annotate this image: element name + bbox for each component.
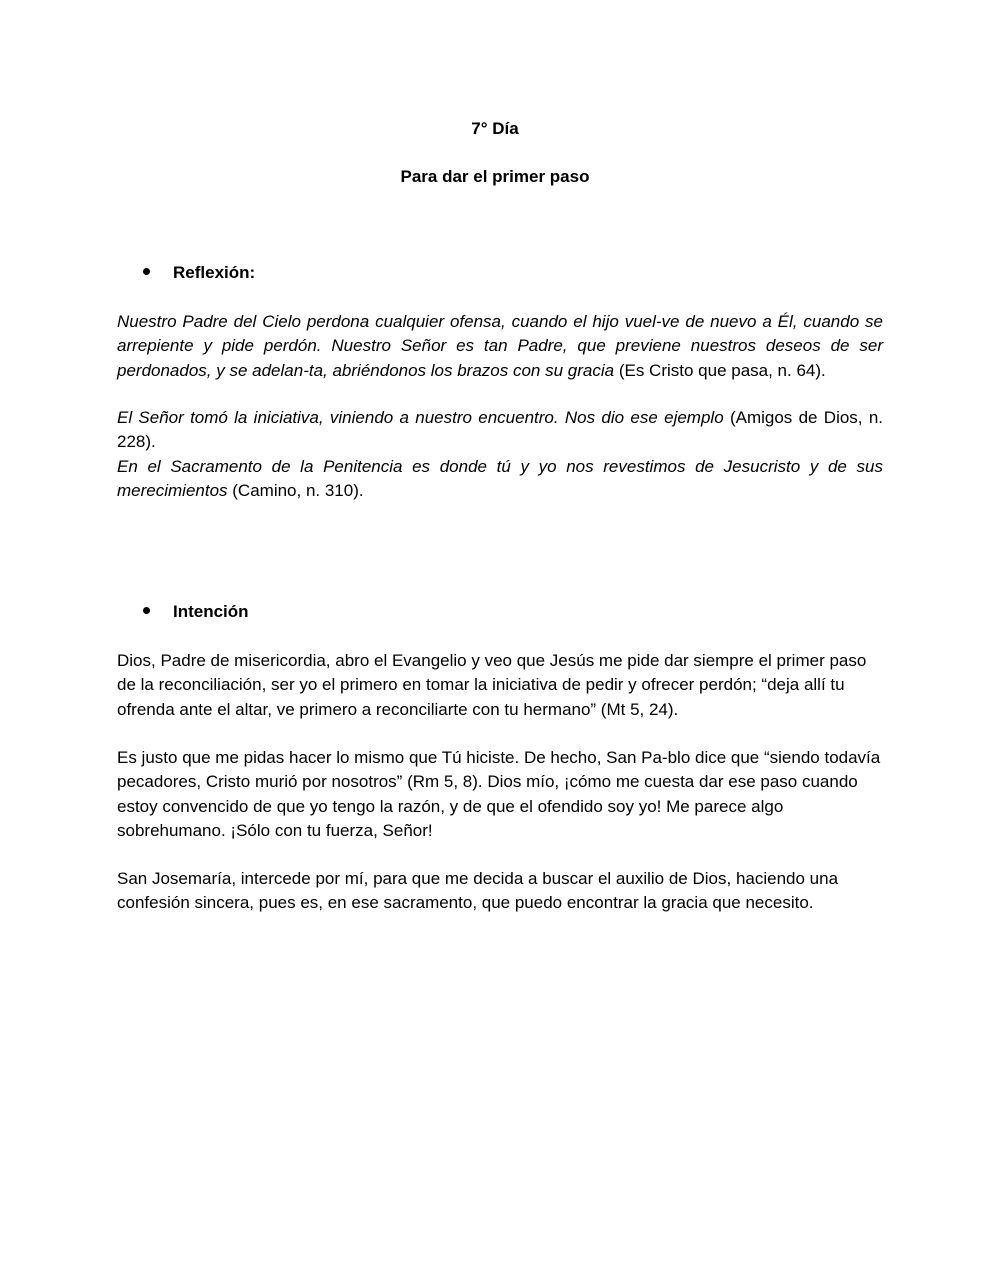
section-heading-reflexion: [143, 263, 255, 283]
section-heading-intencion: [143, 602, 249, 622]
bullet-icon: [143, 268, 150, 275]
citation: (Camino, n. 310).: [227, 481, 364, 501]
citation: (Amigos de Dios, n. 228).: [117, 408, 884, 452]
reflexion-paragraph-3: [117, 455, 883, 504]
quote-text: En el Sacramento de la Penitencia es donde tú y yo nos revestimos de Jesucristo y de sus merecimientos: [117, 457, 883, 501]
quote-text: El Señor tomó la iniciativa, viniendo a nuestro encuentro. Nos dio ese ejemplo: [117, 408, 724, 427]
bullet-icon: [143, 607, 150, 614]
quote-text: Nuestro Padre del Cielo perdona cualquier ofensa, cuando el hijo vuel-ve de nuevo a Él, cuando se arrepiente y pide perdón. Nuestro Señor es tan Padre, que previene nuestros deseos de ser perdonados, y se adelan-ta, abriéndonos los brazos con su gracia: [117, 312, 883, 380]
reflexion-paragraph-2: [117, 406, 883, 455]
section-heading-label: Reflexión:: [173, 263, 256, 282]
intencion-paragraph-2: Es justo que me pidas hacer lo mismo que Tú hiciste. De hecho, San Pa-blo dice que “siendo todavía pecadores, Cristo murió por nosotros” (Rm 5, 8). Dios mío, ¡cómo me cuesta dar ese paso cuando estoy convencido de que yo tengo la razón, y de que el ofendido soy yo! Me parece algo sobrehumano. ¡Sólo con tu fuerza, Señor!: [117, 748, 881, 840]
section-heading-label: Intención: [173, 602, 249, 621]
page-subtitle: Para dar el primer paso: [400, 167, 590, 186]
reflexion-paragraph-1: [117, 310, 883, 383]
page-title: 7° Día: [471, 119, 519, 138]
intencion-paragraph-3: San Josemaría, intercede por mí, para que me decida a buscar el auxilio de Dios, haciendo una confesión sincera, pues es, en ese sacramento, que puedo encontrar la gracia que necesito.: [117, 869, 839, 913]
intencion-paragraph-1: Dios, Padre de misericordia, abro el Evangelio y veo que Jesús me pide dar siempre el primer paso de la reconciliación, ser yo el primero en tomar la iniciativa de pedir y ofrecer perdón; “deja allí tu ofrenda ante el altar, ve primero a reconciliarte con tu hermano” (Mt 5, 24).: [117, 651, 867, 719]
citation: (Es Cristo que pasa, n. 64).: [614, 360, 826, 380]
